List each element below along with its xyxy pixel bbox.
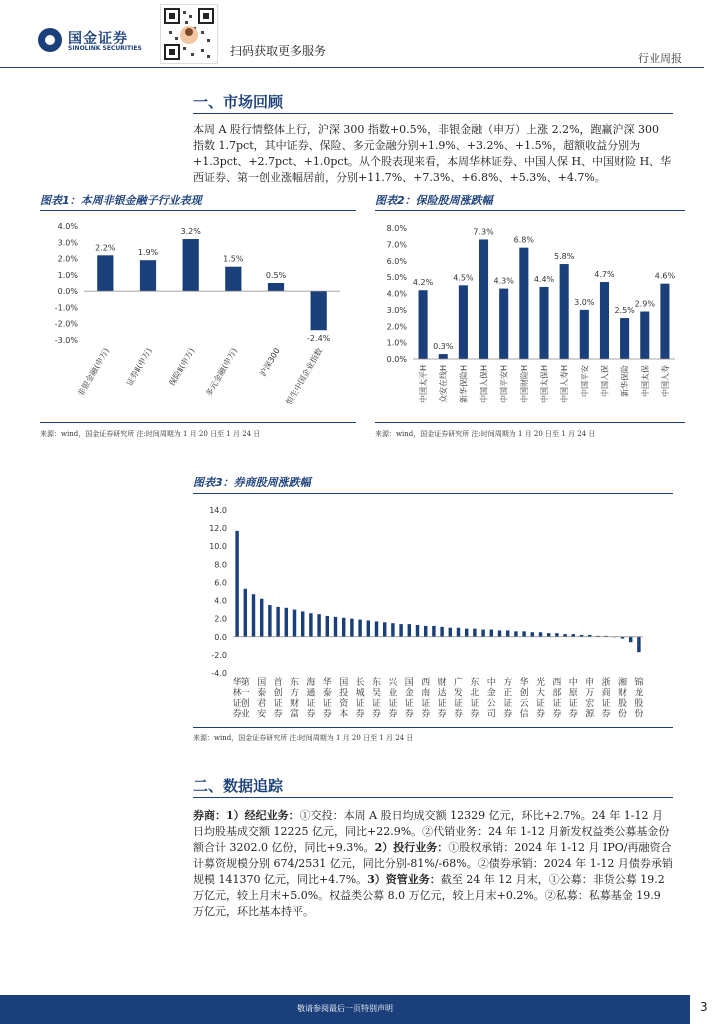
report-type-label: 行业周报 xyxy=(638,52,682,65)
x-category-label: 中国太保H xyxy=(540,365,549,404)
scan-for-service-text: 扫码获取更多服务 xyxy=(230,44,327,58)
market-review-paragraph: 本周 A 股行情整体上行，沪深 300 指数+0.5%，非银金融（申万）上涨 2.2%，跑赢沪深 300 指数 1.7pct，其中证券、保险、多元金融分别+1.9%、+3.2%、+1.5%，超额收益分别为+1.3pct、+2.7pct、+1.0pct。从个股表现来看，本周华林证券、中国人保 H、中国财险 H、华西证券、第一创业涨幅居前，分别+11.7%、+7.3%、+6.8%、+5.3%、+4.7%。 xyxy=(193,123,672,184)
bar-14 xyxy=(350,619,353,637)
y-tick-label: -2.0 xyxy=(211,650,227,660)
x-category-label: 中国太保 xyxy=(640,365,650,397)
data-label: 7.3% xyxy=(473,227,494,237)
logo-mark-icon xyxy=(38,28,62,52)
figure1-title: 图表1：本周非银金融子行业表现 xyxy=(40,194,202,207)
chart1-sector-performance xyxy=(40,212,356,422)
bar-4 xyxy=(499,289,508,359)
x-category-label: 广发证券 xyxy=(453,678,464,720)
figure3-title: 图表3：券商股周涨跌幅 xyxy=(193,476,311,489)
bar-3 xyxy=(225,267,241,291)
x-category-label: 中国人保H xyxy=(479,365,489,404)
bar-15 xyxy=(358,620,361,637)
x-category-label: 申万宏源 xyxy=(585,678,595,720)
bar-16 xyxy=(367,620,370,636)
y-tick-label: 0.0 xyxy=(214,632,227,642)
y-tick-label: 7.0% xyxy=(386,240,407,250)
chart3-broker-stocks xyxy=(193,495,673,727)
figure3-bottom-rule xyxy=(193,727,673,728)
x-category-label: 多元金融(申万) xyxy=(204,346,240,398)
x-category-label: 华林证券 xyxy=(232,678,242,720)
x-category-label: 东北证券 xyxy=(470,678,480,720)
data-label: 0.3% xyxy=(433,342,454,352)
x-category-label: 沪深300 xyxy=(258,346,282,379)
bar-1 xyxy=(244,589,247,637)
y-tick-label: 1.0% xyxy=(57,270,78,280)
data-label: 4.3% xyxy=(493,276,514,286)
logo-en-text: SINOLINK SECURITIES xyxy=(68,45,142,52)
bar-37 xyxy=(539,632,542,637)
x-category-label: 保险Ⅱ(申万) xyxy=(167,346,197,388)
y-tick-label: 8.0% xyxy=(386,224,407,233)
bar-11 xyxy=(640,312,649,359)
bar-11 xyxy=(326,616,329,637)
bar-32 xyxy=(498,630,501,636)
bar-5 xyxy=(276,607,279,637)
bar-12 xyxy=(334,617,337,637)
y-tick-label: -3.0% xyxy=(54,336,78,345)
section-divider xyxy=(193,113,673,114)
bar-28 xyxy=(465,629,468,637)
bar-0 xyxy=(97,255,113,291)
x-category-label: 西南证券 xyxy=(421,678,431,720)
bar-36 xyxy=(531,632,534,637)
y-tick-label: 4.0 xyxy=(214,596,227,606)
y-tick-label: 0.0% xyxy=(57,287,78,297)
figure1-title-rule xyxy=(40,210,356,211)
bar-2 xyxy=(459,285,468,359)
y-tick-label: 0.0% xyxy=(386,355,407,364)
company-logo xyxy=(38,26,158,56)
x-category-label: 证券Ⅱ(申万) xyxy=(124,346,154,388)
x-category-label: 恒生中国企业指数 xyxy=(284,346,325,407)
y-tick-label: -2.0% xyxy=(54,319,78,329)
x-category-label: 中国人寿H xyxy=(560,365,570,404)
y-tick-label: -4.0 xyxy=(211,669,227,678)
figure2-source: 来源：wind，国金证券研究所 注:时间周期为 1 月 20 日至 1 月 24 日 xyxy=(375,430,596,438)
bar-10 xyxy=(317,614,320,637)
bar-1 xyxy=(439,354,448,359)
x-category-label: 中金公司 xyxy=(486,678,496,720)
bar-33 xyxy=(506,630,509,636)
figure2-title: 图表2：保险股周涨跌幅 xyxy=(375,194,493,207)
bar-49 xyxy=(637,637,640,652)
data-label: 0.5% xyxy=(265,271,287,280)
y-tick-label: 2.0% xyxy=(386,322,407,332)
y-tick-label: 6.0% xyxy=(386,256,407,266)
am-business-label: 3）资管业务： xyxy=(367,873,441,886)
figure1-bottom-rule xyxy=(40,422,356,423)
bar-7 xyxy=(560,264,569,359)
bar-7 xyxy=(293,610,296,637)
figure3-title-rule xyxy=(193,493,673,494)
data-label: 4.2% xyxy=(412,278,434,288)
x-category-label: 华泰证券 xyxy=(322,678,332,720)
y-tick-label: 10.0 xyxy=(209,542,227,552)
bar-17 xyxy=(375,621,378,636)
bar-8 xyxy=(301,611,304,636)
data-label: 4.6% xyxy=(654,271,676,281)
bar-10 xyxy=(620,318,629,359)
data-label: 4.7% xyxy=(594,270,615,280)
logo-cn-text: 国金证券 xyxy=(68,31,128,47)
bar-29 xyxy=(473,629,476,637)
brokerage-business-label: 1）经纪业务： xyxy=(226,809,300,822)
figure2-title-rule xyxy=(375,210,685,211)
brokerage-business-text: ①交投：本周 A 股日均成交额 12329 亿元，环比+2.7%。24 年 1-12 月日均股基成交额 12225 亿元，同比+22.9%。②代销业务：24 年 1-12 月新发权益类公募基金份额合计 3202.0 亿份，同比+9.3%。 xyxy=(193,809,670,854)
data-label: 2.5% xyxy=(614,306,635,316)
qr-code-icon xyxy=(160,4,218,64)
y-tick-label: -1.0% xyxy=(54,303,78,313)
bar-30 xyxy=(481,630,484,637)
bar-31 xyxy=(490,630,493,637)
bar-21 xyxy=(408,624,411,637)
x-category-label: 第一创业 xyxy=(240,678,250,720)
bar-39 xyxy=(555,633,558,637)
y-tick-label: 12.0 xyxy=(209,524,227,534)
bar-48 xyxy=(629,637,632,642)
x-category-label: 方正证券 xyxy=(503,678,513,720)
figure3-source: 来源：wind，国金证券研究所 注:时间周期为 1 月 20 日至 1 月 24 日 xyxy=(193,734,414,742)
x-category-label: 中国太平H xyxy=(419,365,429,404)
figure1-source: 来源：wind，国金证券研究所 注:时间周期为 1 月 20 日至 1 月 24 日 xyxy=(40,430,261,438)
x-category-label: 国投资本 xyxy=(339,678,349,720)
bar-6 xyxy=(539,287,548,359)
data-label: 2.9% xyxy=(634,299,655,309)
data-label: -2.4% xyxy=(307,334,331,344)
data-label: 4.5% xyxy=(453,273,474,283)
bar-24 xyxy=(432,626,435,637)
ib-business-text: ①股权承销：2024 年 1-12 月 IPO/再融资合计募资规模分别 674/2531 亿元，同比分别-81%/-68%。②债券承销：2024 年 1-12 月债券承销规模 141370 亿元，同比+4.7%。 xyxy=(193,841,673,886)
x-category-label: 长城证券 xyxy=(355,678,365,720)
bar-41 xyxy=(572,634,575,637)
bar-27 xyxy=(457,628,460,637)
bar-25 xyxy=(440,627,443,637)
data-label: 1.9% xyxy=(137,248,159,258)
bar-34 xyxy=(514,631,517,636)
ib-business-label: 2）投行业务： xyxy=(374,841,449,854)
y-tick-label: 4.0% xyxy=(386,289,407,299)
bar-1 xyxy=(140,260,156,291)
bar-5 xyxy=(311,291,327,330)
x-category-label: 锦龙股份 xyxy=(634,678,644,720)
bar-4 xyxy=(268,605,271,637)
y-tick-label: 1.0% xyxy=(386,338,407,348)
y-tick-label: 2.0% xyxy=(57,254,78,264)
bar-0 xyxy=(235,531,238,637)
bar-23 xyxy=(424,626,427,637)
bar-3 xyxy=(479,239,488,359)
data-label: 4.4% xyxy=(533,274,555,284)
header-divider xyxy=(0,67,704,68)
x-category-label: 西部证券 xyxy=(552,678,562,720)
bar-9 xyxy=(309,613,312,637)
bar-8 xyxy=(580,310,589,359)
broker-label: 券商： xyxy=(193,809,226,822)
bar-35 xyxy=(522,631,525,636)
footer-disclaimer: 敬请参阅最后一页特别声明 xyxy=(297,1004,393,1013)
section-title-data-tracking: 二、数据追踪 xyxy=(193,777,284,795)
y-tick-label: 14.0 xyxy=(209,506,227,515)
x-category-label: 中国平安 xyxy=(580,365,590,397)
x-category-label: 国泰君安 xyxy=(257,678,267,720)
x-category-label: 中国人保 xyxy=(600,365,610,397)
bar-2 xyxy=(183,239,199,291)
y-tick-label: 3.0% xyxy=(386,305,407,315)
x-category-label: 国金证券 xyxy=(404,678,414,720)
y-tick-label: 3.0% xyxy=(57,238,78,248)
bar-19 xyxy=(391,623,394,637)
x-category-label: 浙商证券 xyxy=(601,678,611,720)
data-label: 2.2% xyxy=(95,243,116,253)
x-category-label: 兴业证券 xyxy=(388,678,398,720)
y-tick-label: 5.0% xyxy=(386,273,407,283)
chart2-insurance-stocks xyxy=(375,212,685,422)
page-number: 3 xyxy=(700,1000,708,1014)
x-category-label: 中原证券 xyxy=(568,678,578,720)
x-category-label: 新华保险H xyxy=(459,365,469,404)
bar-9 xyxy=(600,282,609,359)
x-category-label: 首创证券 xyxy=(273,678,283,720)
y-tick-label: 6.0 xyxy=(214,578,227,588)
data-label: 1.5% xyxy=(223,254,244,264)
bar-20 xyxy=(399,624,402,637)
x-category-label: 东吴证券 xyxy=(371,678,382,720)
data-label: 6.8% xyxy=(513,235,535,245)
bar-0 xyxy=(419,290,428,359)
y-tick-label: 2.0 xyxy=(214,614,227,624)
section-title-market-review: 一、市场回顾 xyxy=(193,93,284,111)
x-category-label: 中国财险H xyxy=(519,365,529,404)
bar-40 xyxy=(563,634,566,637)
bar-5 xyxy=(519,248,528,359)
x-category-label: 海通证券 xyxy=(306,678,316,720)
x-category-label: 光大证券 xyxy=(535,678,546,720)
x-category-label: 财达证券 xyxy=(437,678,447,720)
bar-18 xyxy=(383,622,386,636)
bar-38 xyxy=(547,633,550,637)
x-category-label: 华创云信 xyxy=(519,678,529,720)
bar-6 xyxy=(285,608,288,637)
bar-22 xyxy=(416,625,419,637)
bar-13 xyxy=(342,618,345,637)
x-category-label: 东方财富 xyxy=(289,678,300,720)
section2-divider xyxy=(193,797,673,798)
bar-4 xyxy=(268,283,284,291)
y-tick-label: 4.0% xyxy=(57,222,78,231)
x-category-label: 中国平安H xyxy=(499,365,509,404)
y-tick-label: 8.0 xyxy=(214,560,227,570)
x-category-label: 中国人寿 xyxy=(660,365,670,397)
data-label: 3.2% xyxy=(180,227,201,237)
bar-26 xyxy=(449,628,452,637)
data-label: 5.8% xyxy=(553,252,575,262)
data-label: 3.0% xyxy=(574,297,595,307)
am-business-text: 截至 24 年 12 月末，①公募：非货公募 19.2 万亿元，较上月末+5.0%。权益类公募 8.0 万亿元，较上月末+0.2%。②私募：私募基金 19.9 万亿元，环比基本持平。 xyxy=(193,873,665,918)
bar-12 xyxy=(660,284,669,359)
data-tracking-paragraph xyxy=(193,808,673,920)
x-category-label: 非银金融(申万) xyxy=(76,346,112,398)
bar-2 xyxy=(252,594,255,637)
bar-3 xyxy=(260,599,263,637)
figure2-bottom-rule xyxy=(375,422,685,423)
x-category-label: 众安在线H xyxy=(439,365,449,404)
x-category-label: 新华保险 xyxy=(620,365,630,397)
x-category-label: 湘财股份 xyxy=(617,678,628,720)
